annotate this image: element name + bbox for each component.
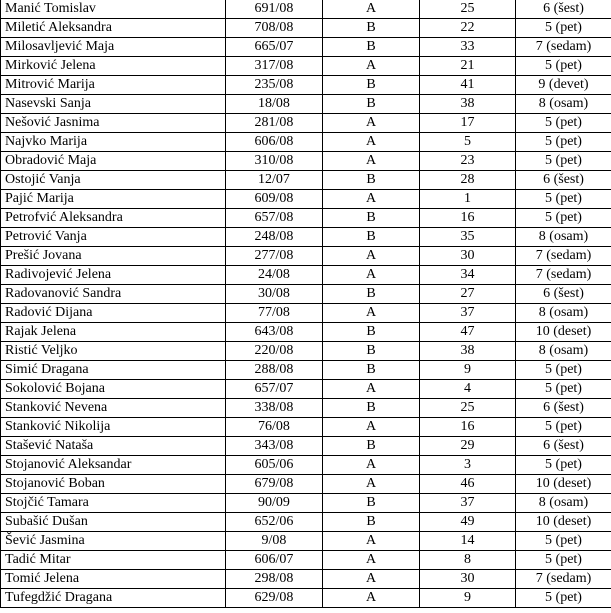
table-row (1, 589, 611, 608)
group-cell: B (323, 38, 420, 57)
grade-cell: 5 (pet) (516, 456, 611, 475)
student-name-cell: Stojanović Boban (1, 475, 226, 494)
group-cell: B (323, 95, 420, 114)
points-cell: 5 (420, 133, 516, 152)
group-cell: A (323, 570, 420, 589)
points-cell: 9 (420, 589, 516, 608)
table-row (1, 570, 611, 589)
student-name-cell: Pajić Marija (1, 190, 226, 209)
index-number-cell: 281/08 (226, 114, 323, 133)
points-cell: 25 (420, 0, 516, 19)
points-cell: 9 (420, 361, 516, 380)
index-number-cell: 18/08 (226, 95, 323, 114)
index-number-cell: 665/07 (226, 38, 323, 57)
group-cell: B (323, 228, 420, 247)
table-row (1, 190, 611, 209)
student-name-cell: Sokolović Bojana (1, 380, 226, 399)
student-name-cell: Tomić Jelena (1, 570, 226, 589)
group-cell: B (323, 209, 420, 228)
grade-cell: 10 (deset) (516, 513, 611, 532)
group-cell: A (323, 418, 420, 437)
group-cell: B (323, 361, 420, 380)
student-name-cell: Tadić Mitar (1, 551, 226, 570)
grade-cell: 5 (pet) (516, 190, 611, 209)
table-row (1, 342, 611, 361)
table-row (1, 532, 611, 551)
table-row (1, 418, 611, 437)
points-cell: 27 (420, 285, 516, 304)
group-cell: A (323, 114, 420, 133)
group-cell: B (323, 437, 420, 456)
group-cell: A (323, 532, 420, 551)
points-cell: 4 (420, 380, 516, 399)
index-number-cell: 30/08 (226, 285, 323, 304)
table-row (1, 551, 611, 570)
index-number-cell: 12/07 (226, 171, 323, 190)
table-row (1, 133, 611, 152)
points-cell: 46 (420, 475, 516, 494)
group-cell: A (323, 190, 420, 209)
grade-cell: 5 (pet) (516, 133, 611, 152)
grade-cell: 5 (pet) (516, 418, 611, 437)
points-cell: 21 (420, 57, 516, 76)
student-name-cell: Nešović Jasnima (1, 114, 226, 133)
student-name-cell: Stojanović Aleksandar (1, 456, 226, 475)
group-cell: B (323, 494, 420, 513)
table-row (1, 513, 611, 532)
points-cell: 49 (420, 513, 516, 532)
index-number-cell: 24/08 (226, 266, 323, 285)
index-number-cell: 679/08 (226, 475, 323, 494)
grade-cell: 5 (pet) (516, 589, 611, 608)
index-number-cell: 248/08 (226, 228, 323, 247)
table-row (1, 266, 611, 285)
group-cell: B (323, 285, 420, 304)
points-cell: 37 (420, 494, 516, 513)
grade-cell: 8 (osam) (516, 228, 611, 247)
index-number-cell: 605/06 (226, 456, 323, 475)
points-cell: 28 (420, 171, 516, 190)
grade-cell: 5 (pet) (516, 361, 611, 380)
student-name-cell: Simić Dragana (1, 361, 226, 380)
group-cell: B (323, 171, 420, 190)
table-row (1, 475, 611, 494)
grade-cell: 5 (pet) (516, 114, 611, 133)
group-cell: B (323, 513, 420, 532)
index-number-cell: 288/08 (226, 361, 323, 380)
table-row (1, 0, 611, 19)
table-row (1, 304, 611, 323)
index-number-cell: 657/07 (226, 380, 323, 399)
points-cell: 29 (420, 437, 516, 456)
group-cell: B (323, 399, 420, 418)
student-name-cell: Šević Jasmina (1, 532, 226, 551)
grade-cell: 5 (pet) (516, 532, 611, 551)
grade-cell: 8 (osam) (516, 494, 611, 513)
index-number-cell: 657/08 (226, 209, 323, 228)
group-cell: B (323, 342, 420, 361)
index-number-cell: 609/08 (226, 190, 323, 209)
student-name-cell: Manić Tomislav (1, 0, 226, 19)
grade-cell: 10 (deset) (516, 475, 611, 494)
student-name-cell: Najvko Marija (1, 133, 226, 152)
table-row (1, 171, 611, 190)
grade-cell: 6 (šest) (516, 171, 611, 190)
student-name-cell: Stanković Nikolija (1, 418, 226, 437)
points-cell: 14 (420, 532, 516, 551)
points-cell: 16 (420, 209, 516, 228)
group-cell: A (323, 152, 420, 171)
student-name-cell: Mirković Jelena (1, 57, 226, 76)
index-number-cell: 606/07 (226, 551, 323, 570)
index-number-cell: 343/08 (226, 437, 323, 456)
points-cell: 16 (420, 418, 516, 437)
grade-cell: 8 (osam) (516, 95, 611, 114)
student-name-cell: Subašić Dušan (1, 513, 226, 532)
table-row (1, 57, 611, 76)
grade-cell: 5 (pet) (516, 152, 611, 171)
table-row (1, 456, 611, 475)
grade-cell: 6 (šest) (516, 285, 611, 304)
points-cell: 33 (420, 38, 516, 57)
points-cell: 30 (420, 247, 516, 266)
group-cell: A (323, 380, 420, 399)
index-number-cell: 9/08 (226, 532, 323, 551)
grade-cell: 6 (šest) (516, 437, 611, 456)
grade-cell: 10 (deset) (516, 323, 611, 342)
points-cell: 35 (420, 228, 516, 247)
table-row (1, 361, 611, 380)
student-name-cell: Ristić Veljko (1, 342, 226, 361)
index-number-cell: 90/09 (226, 494, 323, 513)
points-cell: 34 (420, 266, 516, 285)
student-name-cell: Radović Dijana (1, 304, 226, 323)
points-cell: 25 (420, 399, 516, 418)
group-cell: A (323, 133, 420, 152)
grade-cell: 5 (pet) (516, 380, 611, 399)
table-row (1, 247, 611, 266)
table-row (1, 399, 611, 418)
table-row (1, 152, 611, 171)
grade-cell: 7 (sedam) (516, 38, 611, 57)
grade-cell: 5 (pet) (516, 57, 611, 76)
points-cell: 38 (420, 95, 516, 114)
grade-cell: 6 (šest) (516, 399, 611, 418)
points-cell: 3 (420, 456, 516, 475)
points-cell: 30 (420, 570, 516, 589)
index-number-cell: 77/08 (226, 304, 323, 323)
grade-cell: 8 (osam) (516, 304, 611, 323)
table-row (1, 209, 611, 228)
student-name-cell: Obradović Maja (1, 152, 226, 171)
student-name-cell: Stojčić Tamara (1, 494, 226, 513)
table-row (1, 228, 611, 247)
points-cell: 8 (420, 551, 516, 570)
grade-cell: 7 (sedam) (516, 266, 611, 285)
group-cell: A (323, 475, 420, 494)
group-cell: A (323, 57, 420, 76)
grade-cell: 5 (pet) (516, 19, 611, 38)
index-number-cell: 277/08 (226, 247, 323, 266)
index-number-cell: 708/08 (226, 19, 323, 38)
student-name-cell: Prešić Jovana (1, 247, 226, 266)
student-name-cell: Mitrović Marija (1, 76, 226, 95)
student-name-cell: Petrofvić Aleksandra (1, 209, 226, 228)
grade-cell: 5 (pet) (516, 551, 611, 570)
table-row (1, 114, 611, 133)
table-row (1, 380, 611, 399)
index-number-cell: 629/08 (226, 589, 323, 608)
grade-cell: 6 (šest) (516, 0, 611, 19)
student-name-cell: Stanković Nevena (1, 399, 226, 418)
student-name-cell: Nasevski Sanja (1, 95, 226, 114)
grade-cell: 9 (devet) (516, 76, 611, 95)
grade-cell: 5 (pet) (516, 209, 611, 228)
table-row (1, 323, 611, 342)
group-cell: A (323, 589, 420, 608)
points-cell: 23 (420, 152, 516, 171)
student-name-cell: Miletić Aleksandra (1, 19, 226, 38)
student-name-cell: Radivojević Jelena (1, 266, 226, 285)
group-cell: A (323, 304, 420, 323)
table-row (1, 38, 611, 57)
index-number-cell: 76/08 (226, 418, 323, 437)
points-cell: 37 (420, 304, 516, 323)
table-row (1, 285, 611, 304)
index-number-cell: 310/08 (226, 152, 323, 171)
points-cell: 1 (420, 190, 516, 209)
student-name-cell: Stašević Nataša (1, 437, 226, 456)
points-cell: 22 (420, 19, 516, 38)
student-name-cell: Ostojić Vanja (1, 171, 226, 190)
grade-cell: 8 (osam) (516, 342, 611, 361)
group-cell: B (323, 323, 420, 342)
table-row (1, 494, 611, 513)
group-cell: A (323, 551, 420, 570)
results-table-body (1, 0, 611, 608)
points-cell: 38 (420, 342, 516, 361)
group-cell: A (323, 266, 420, 285)
index-number-cell: 317/08 (226, 57, 323, 76)
table-row (1, 19, 611, 38)
index-number-cell: 606/08 (226, 133, 323, 152)
group-cell: A (323, 247, 420, 266)
group-cell: A (323, 456, 420, 475)
index-number-cell: 652/06 (226, 513, 323, 532)
points-cell: 17 (420, 114, 516, 133)
student-name-cell: Rajak Jelena (1, 323, 226, 342)
index-number-cell: 338/08 (226, 399, 323, 418)
group-cell: A (323, 0, 420, 19)
index-number-cell: 220/08 (226, 342, 323, 361)
student-name-cell: Radovanović Sandra (1, 285, 226, 304)
index-number-cell: 643/08 (226, 323, 323, 342)
student-name-cell: Petrović Vanja (1, 228, 226, 247)
grade-cell: 7 (sedam) (516, 570, 611, 589)
group-cell: B (323, 76, 420, 95)
points-cell: 41 (420, 76, 516, 95)
table-row (1, 76, 611, 95)
student-name-cell: Tufegdžić Dragana (1, 589, 226, 608)
table-row (1, 437, 611, 456)
student-name-cell: Milosavljević Maja (1, 38, 226, 57)
grade-cell: 7 (sedam) (516, 247, 611, 266)
index-number-cell: 235/08 (226, 76, 323, 95)
points-cell: 47 (420, 323, 516, 342)
index-number-cell: 691/08 (226, 0, 323, 19)
index-number-cell: 298/08 (226, 570, 323, 589)
group-cell: B (323, 19, 420, 38)
table-row (1, 95, 611, 114)
